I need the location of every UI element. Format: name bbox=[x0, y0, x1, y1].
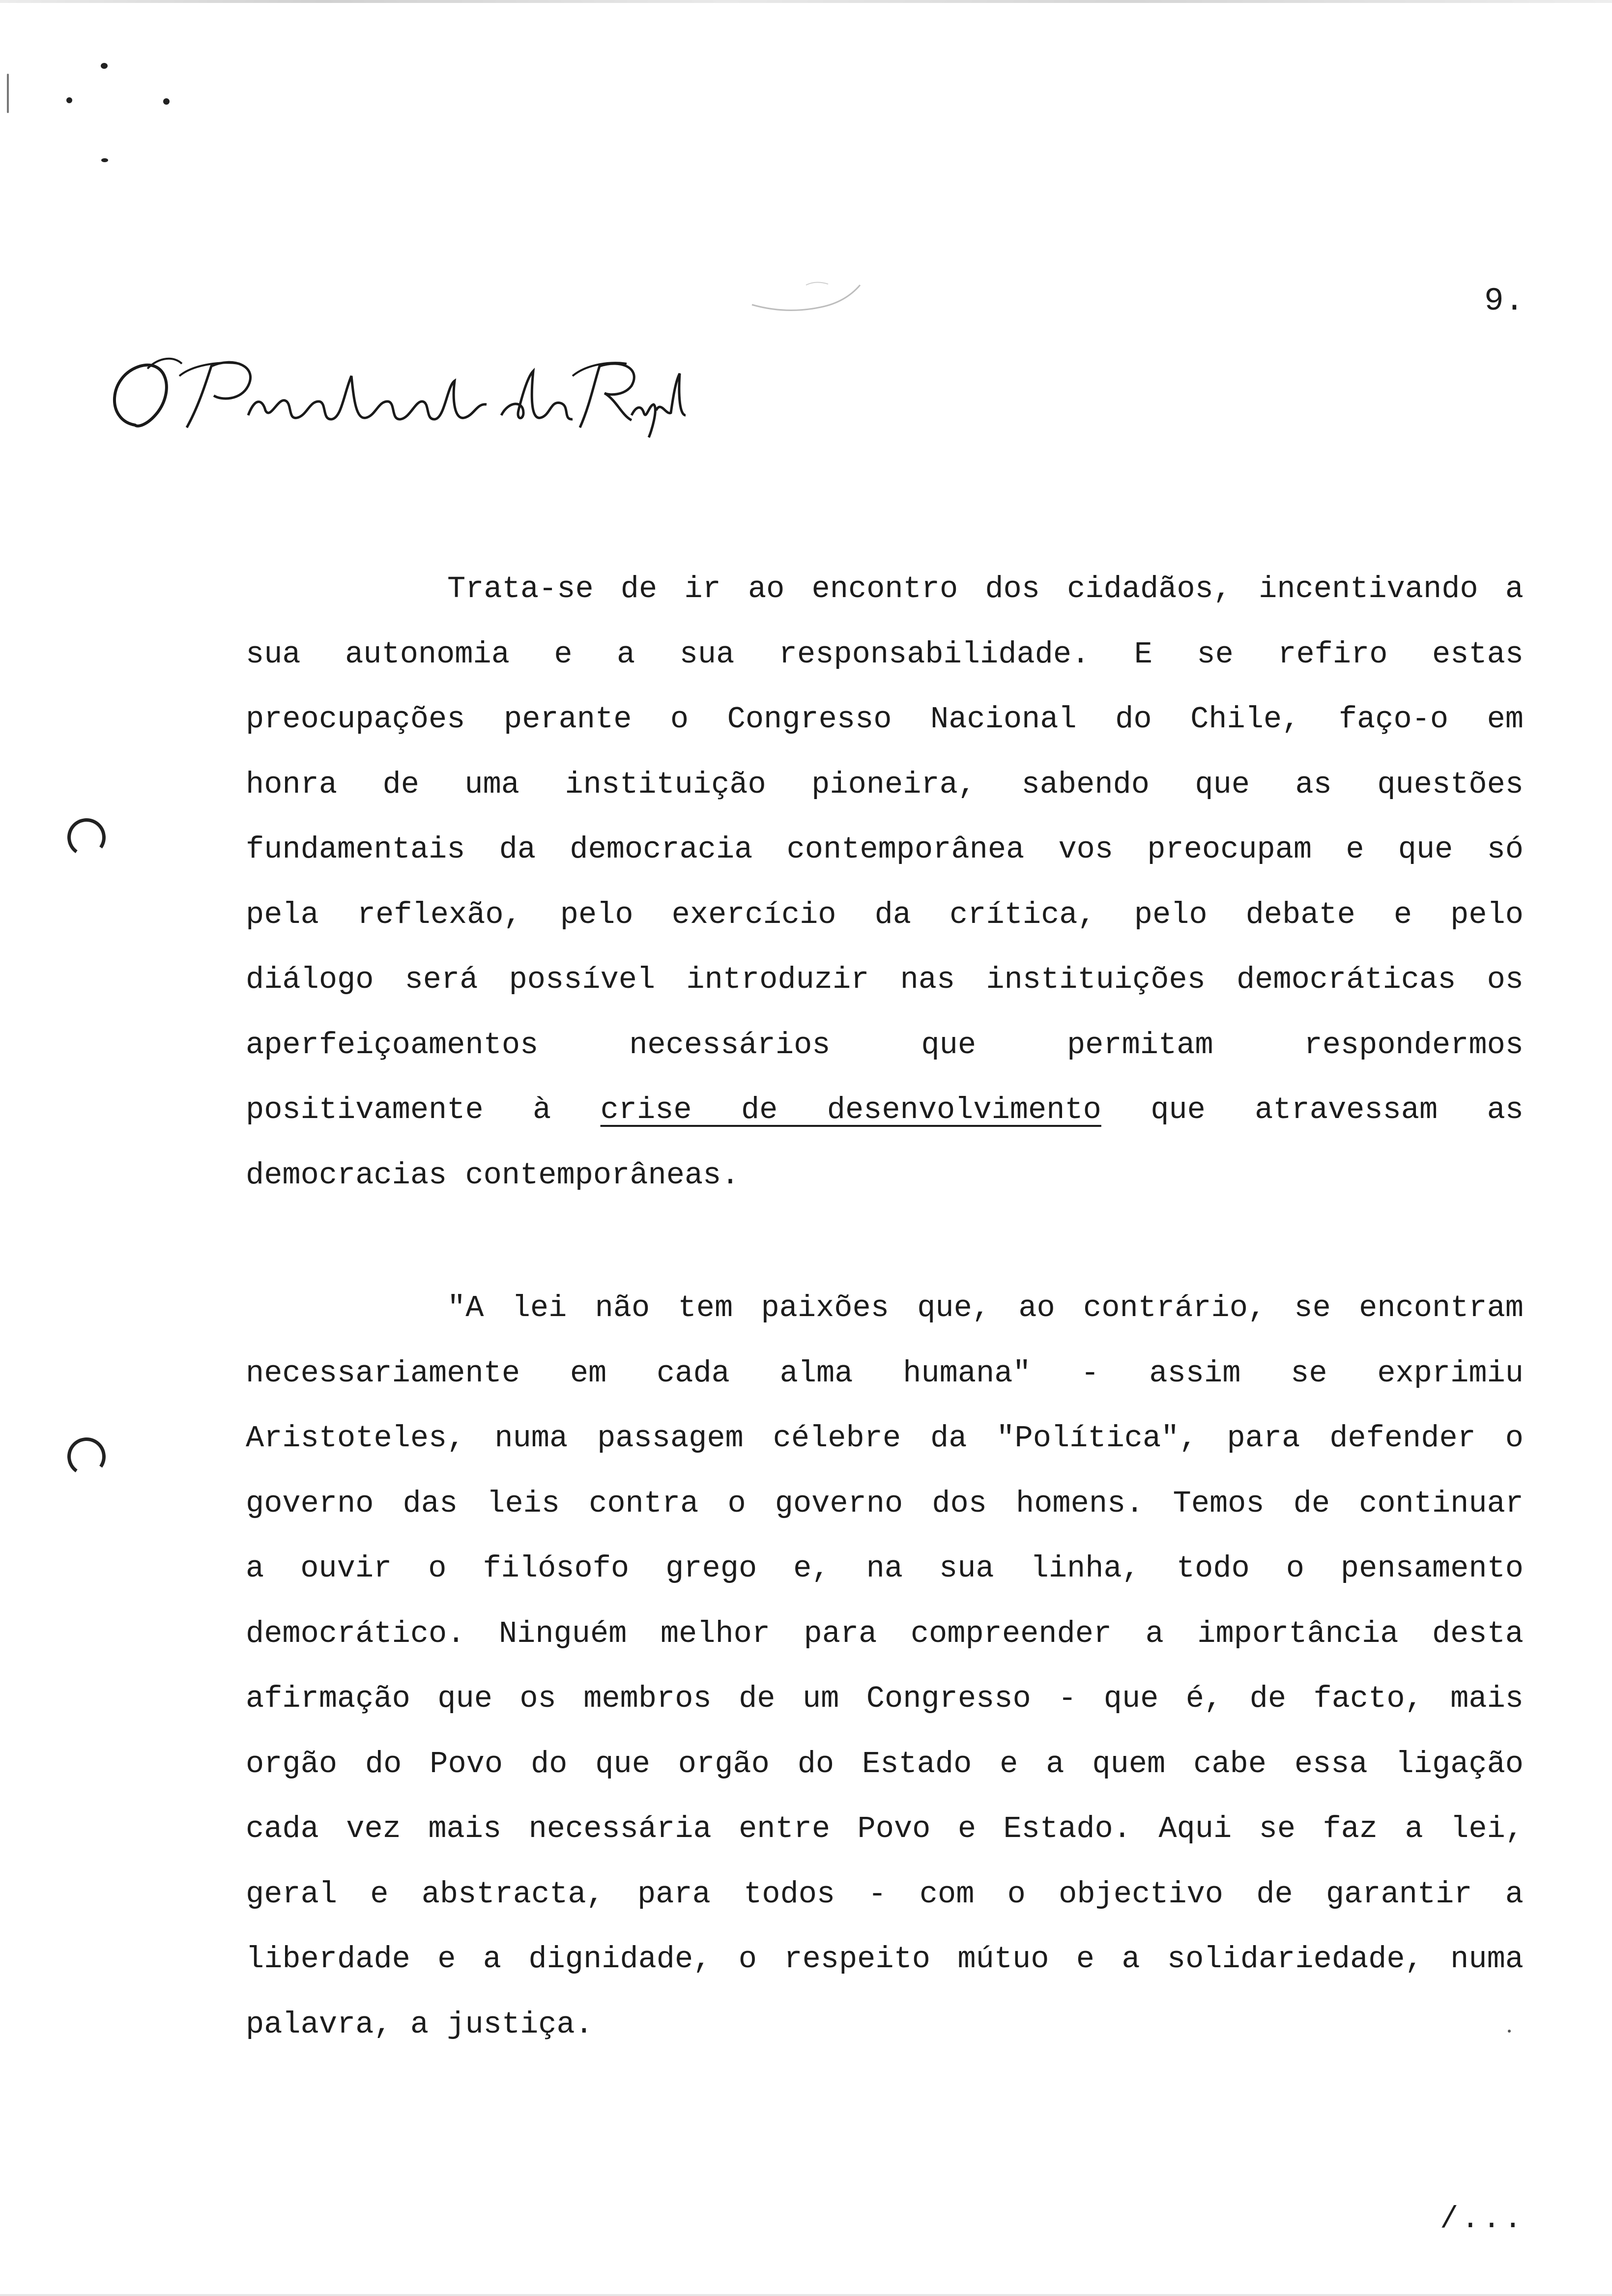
scan-speck bbox=[163, 98, 170, 105]
scan-edge-bottom bbox=[0, 2294, 1612, 2296]
paragraph-line: afirmação que os membros de um Congresso - que é, de facto, mais bbox=[246, 1681, 1524, 1716]
paragraph-2 bbox=[246, 1276, 1524, 2057]
paragraph-line: pela reflexão, pelo exercício da crítica, pelo debate e pelo bbox=[246, 897, 1524, 932]
line-text: que atravessam as bbox=[1151, 1092, 1524, 1127]
paragraph-line: sua autonomia e a sua responsabilidade. E se refiro estas bbox=[246, 636, 1524, 672]
punch-hole-mark bbox=[64, 1435, 109, 1479]
page-number: 9. bbox=[1484, 283, 1526, 319]
paragraph-line: "A lei não tem paixões que, ao contrário, se encontram bbox=[447, 1291, 1524, 1325]
paragraph-line: democrático. Ninguém melhor para compreender a importância desta bbox=[246, 1616, 1524, 1651]
paragraph-line: honra de uma instituição pioneira, sabendo que as questões bbox=[246, 767, 1524, 802]
paragraph-line: orgão do Povo do que orgão do Estado e a quem cabe essa ligação bbox=[246, 1746, 1524, 1781]
paragraph-1 bbox=[246, 557, 1524, 1208]
paragraph-line: liberdade e a dignidade, o respeito mútuo e a solidariedade, numa bbox=[246, 1942, 1524, 1977]
paragraph-line: democracias contemporâneas. bbox=[246, 1157, 740, 1193]
scan-edge-top bbox=[0, 0, 1612, 3]
paragraph-line: preocupações perante o Congresso Nacional do Chile, faço-o em bbox=[246, 702, 1524, 737]
scan-speck bbox=[66, 97, 72, 103]
underlined-phrase: crise de desenvolvimento bbox=[600, 1092, 1101, 1127]
paragraph-line: Aristoteles, numa passagem célebre da "Política", para defender o bbox=[246, 1421, 1524, 1456]
scan-speck bbox=[101, 63, 108, 69]
paragraph-line: palavra, a justiça. bbox=[246, 2007, 593, 2042]
letterhead-script-logo bbox=[101, 346, 691, 440]
line-text: positivamente à bbox=[246, 1092, 551, 1127]
paragraph-line: cada vez mais necessária entre Povo e Estado. Aqui se faz a lei, bbox=[246, 1811, 1524, 1846]
punch-hole-mark bbox=[64, 815, 109, 860]
paragraph-line: Trata-se de ir ao encontro dos cidadãos, incentivando a bbox=[447, 572, 1524, 606]
paragraph-line: aperfeiçoamentos necessários que permitam respondermos bbox=[246, 1027, 1524, 1062]
scan-speck bbox=[101, 158, 108, 162]
continuation-mark: /... bbox=[1440, 2202, 1525, 2237]
paragraph-line: fundamentais da democracia contemporânea vos preocupam e que só bbox=[246, 832, 1524, 867]
paragraph-line-with-underline bbox=[246, 1078, 1524, 1143]
paragraph-line: a ouvir o filósofo grego e, na sua linha, todo o pensamento bbox=[246, 1551, 1524, 1586]
paragraph-line: diálogo será possível introduzir nas instituições democráticas os bbox=[246, 962, 1524, 997]
scan-speck bbox=[1508, 2030, 1511, 2033]
scan-speck bbox=[7, 74, 9, 113]
scan-smudge bbox=[747, 265, 865, 315]
paragraph-line: geral e abstracta, para todos - com o objectivo de garantir a bbox=[246, 1876, 1524, 1912]
paragraph-line: governo das leis contra o governo dos homens. Temos de continuar bbox=[246, 1486, 1524, 1521]
paragraph-line: necessariamente em cada alma humana" - assim se exprimiu bbox=[246, 1355, 1524, 1391]
